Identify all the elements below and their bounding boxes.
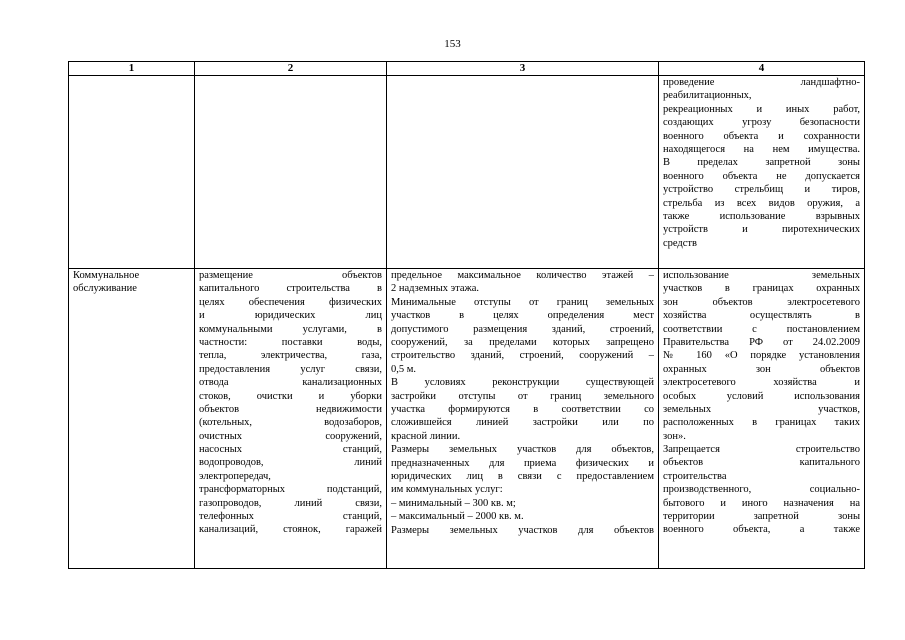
text-line: им коммунальных услуг: bbox=[391, 484, 503, 496]
text-line: соответствии с постановлением bbox=[663, 323, 860, 335]
text-line: Размеры земельных участков для объектов bbox=[391, 524, 654, 536]
text-line: объектов капитального bbox=[663, 457, 860, 469]
text-line: хозяйства осуществлять в bbox=[663, 310, 860, 322]
text-line: коммунальными услугами, в bbox=[199, 323, 382, 335]
text-line: газопроводов, линий связи, bbox=[199, 497, 382, 509]
row1-cell-1 bbox=[69, 76, 195, 269]
text-line: использование земельных bbox=[663, 270, 860, 281]
text-line: и юридических лиц bbox=[199, 310, 382, 322]
text-line: (котельных, водозаборов, bbox=[199, 417, 382, 429]
text-line: телефонных станций, bbox=[199, 511, 382, 523]
text-line: производственного, социально- bbox=[663, 484, 860, 496]
column-header-3: 3 bbox=[387, 62, 659, 76]
text-line: Запрещается строительство bbox=[663, 444, 860, 456]
row2-cell-4 bbox=[659, 269, 865, 569]
text-line: стоков, очистки и уборки bbox=[199, 390, 382, 402]
text-line: 0,5 м. bbox=[391, 363, 417, 375]
text-line: Минимальные отступы от границ земельных bbox=[391, 296, 654, 308]
text-line: 2 надземных этажа. bbox=[391, 283, 480, 295]
text-line: – минимальный – 300 кв. м; bbox=[391, 497, 516, 509]
row2-cell-1 bbox=[69, 269, 195, 569]
text-line: устройств и пиротехнических bbox=[663, 224, 860, 236]
text-line: электропередач, bbox=[199, 470, 271, 482]
text-line: отвода канализационных bbox=[199, 377, 382, 389]
table-row bbox=[69, 269, 865, 569]
text-line: также использование взрывных bbox=[663, 210, 860, 222]
text-line: строительство зданий, строений, сооружений – bbox=[391, 350, 654, 362]
text-line: рекреационных и иных работ, bbox=[663, 103, 860, 115]
text-line: насосных станций, bbox=[199, 444, 382, 456]
text-line: создающих угрозу безопасности bbox=[663, 117, 860, 129]
text-line: расположенных в границах таких bbox=[663, 417, 860, 429]
column-header-2: 2 bbox=[195, 62, 387, 76]
text-line: охранных зон объектов bbox=[663, 363, 860, 375]
text-line: В условиях реконструкции существующей bbox=[391, 377, 654, 389]
text-line: капитального строительства в bbox=[199, 283, 382, 295]
row1-cell-3 bbox=[387, 76, 659, 269]
text-line: объектов недвижимости bbox=[199, 403, 382, 415]
text-line: территории запретной зоны bbox=[663, 511, 860, 523]
row2-cell-2 bbox=[195, 269, 387, 569]
text-line: устройство стрельбищ и тиров, bbox=[663, 184, 860, 196]
column-header-1: 1 bbox=[69, 62, 195, 76]
row2-cell-3 bbox=[387, 269, 659, 569]
text-line: очистных сооружений, bbox=[199, 430, 382, 442]
text-line: сложившейся линией застройки или по bbox=[391, 417, 654, 429]
text-line: канализаций, стоянок, гаражей bbox=[199, 524, 382, 536]
text-line: предельное максимальное количество этажей – bbox=[391, 270, 654, 281]
text-line: юридических лиц в связи с предоставлением bbox=[391, 470, 654, 482]
text-line: военного объекта, а также bbox=[663, 524, 860, 536]
text-line: проведение ландшафтно- bbox=[663, 77, 860, 88]
text-line: Правительства РФ от 24.02.2009 bbox=[663, 336, 860, 348]
text-line: строительства bbox=[663, 470, 727, 482]
text-line: красной линии. bbox=[391, 430, 461, 442]
text-line: военного объекта не допускается bbox=[663, 170, 860, 182]
text-line: тепла, электричества, газа, bbox=[199, 350, 382, 362]
text-line: реабилитационных, bbox=[663, 90, 752, 102]
text-line: застройки отступы от границ земельного bbox=[391, 390, 654, 402]
text-line: размещение объектов bbox=[199, 270, 382, 281]
row1-cell-4 bbox=[659, 76, 865, 269]
text-line: зон». bbox=[663, 430, 686, 442]
table-header-row bbox=[69, 62, 865, 76]
text-line: целях обеспечения физических bbox=[199, 296, 382, 308]
text-line: стрельба из всех видов оружия, а bbox=[663, 197, 860, 209]
text-line: зон объектов электросетевого bbox=[663, 296, 860, 308]
text-line: средств bbox=[663, 237, 697, 249]
text-line: допустимого размещения зданий, строений, bbox=[391, 323, 654, 335]
text-line: Размеры земельных участков для объектов, bbox=[391, 444, 654, 456]
column-header-4: 4 bbox=[659, 62, 865, 76]
row1-cell-2 bbox=[195, 76, 387, 269]
text-line: предназначенных для приема физических и bbox=[391, 457, 654, 469]
text-line: водопроводов, линий bbox=[199, 457, 382, 469]
text-line: трансформаторных подстанций, bbox=[199, 484, 382, 496]
text-line: военного объекта и сохранности bbox=[663, 130, 860, 142]
text-line: участков в границах охранных bbox=[663, 283, 860, 295]
text-line: участков в целях определения мест bbox=[391, 310, 654, 322]
text-line: бытового и иного назначения на bbox=[663, 497, 860, 509]
zone-name-line: Коммунальное bbox=[73, 270, 140, 281]
text-line: находящегося на нем имущества. bbox=[663, 143, 860, 155]
text-line: особых условий использования bbox=[663, 390, 860, 402]
text-line: В пределах запретной зоны bbox=[663, 157, 860, 169]
table-row bbox=[69, 76, 865, 269]
page-number: 153 bbox=[444, 38, 461, 50]
text-line: № 160 «О порядке установления bbox=[663, 350, 860, 362]
document-table bbox=[68, 61, 865, 569]
text-line: электросетевого хозяйства и bbox=[663, 377, 860, 389]
zone-name-line: обслуживание bbox=[73, 283, 137, 295]
text-line: участка формируются в соответствии со bbox=[391, 403, 654, 415]
text-line: – максимальный – 2000 кв. м. bbox=[391, 511, 524, 523]
text-line: частности: поставки воды, bbox=[199, 336, 382, 348]
text-line: земельных участков, bbox=[663, 403, 860, 415]
text-line: сооружений, за пределами которых запрещено bbox=[391, 336, 654, 348]
text-line: предоставления услуг связи, bbox=[199, 363, 382, 375]
